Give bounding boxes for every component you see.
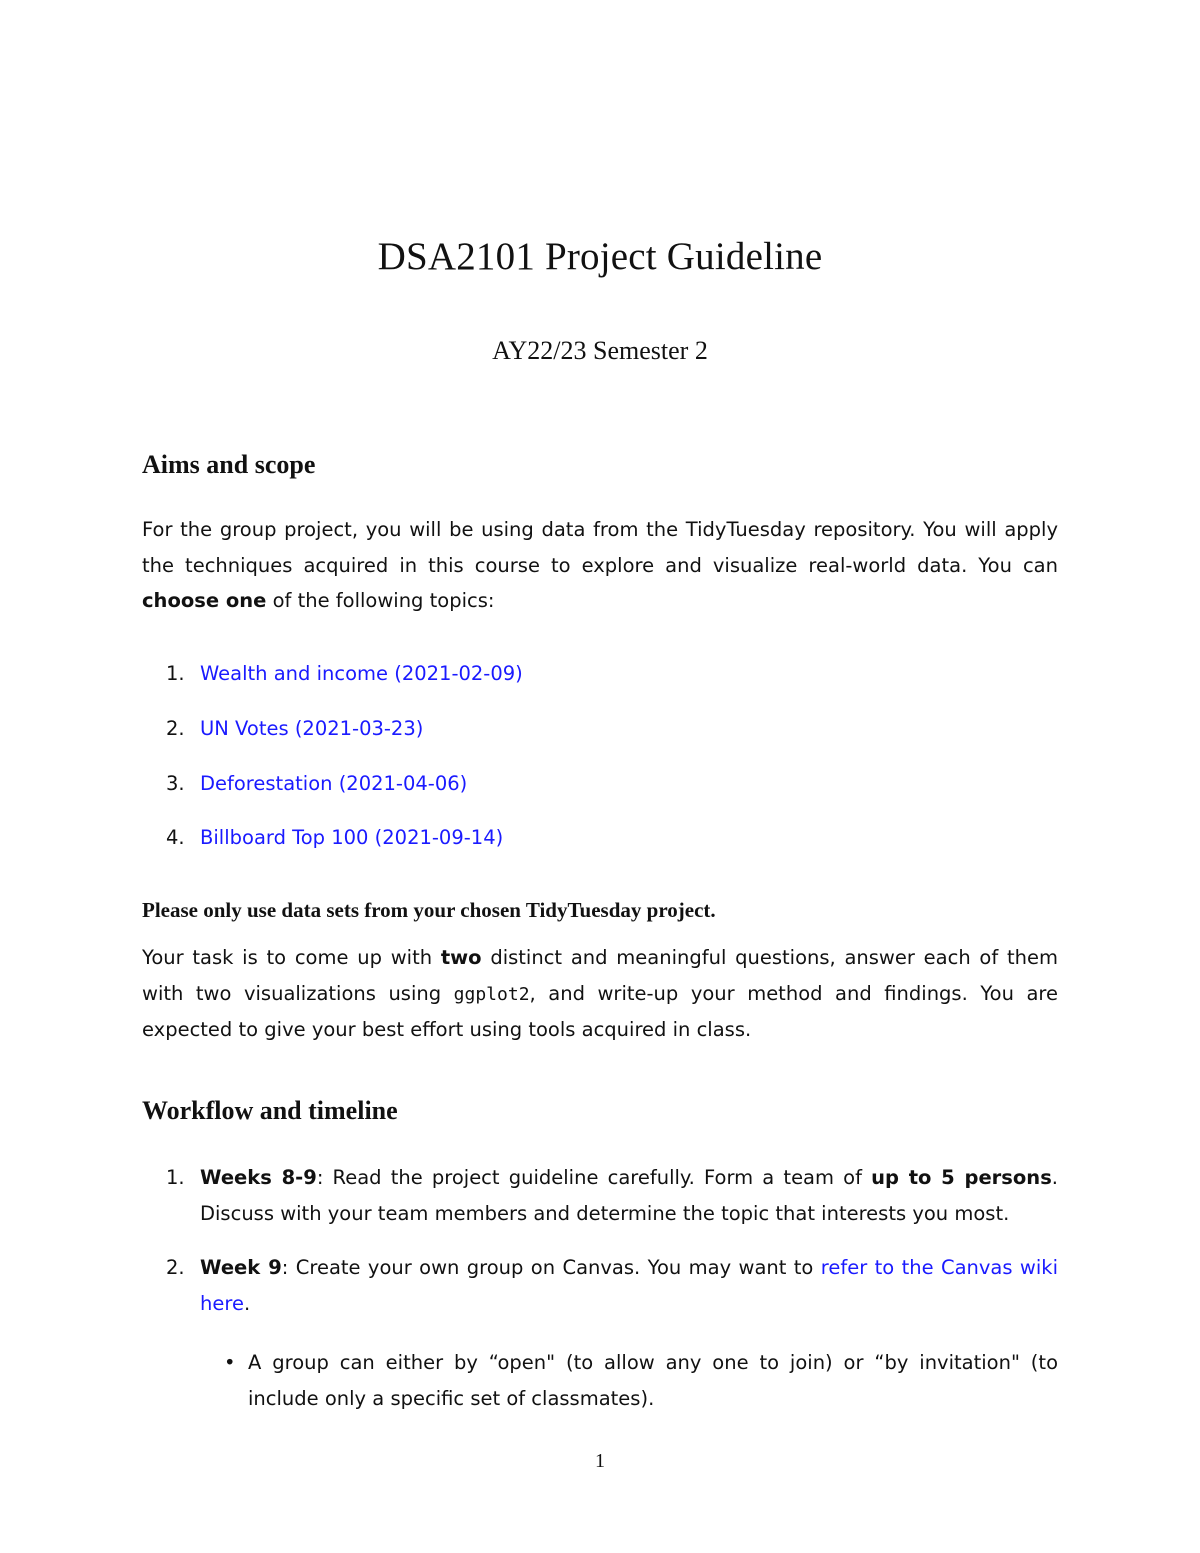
aims-intro-text-2: of the following topics: (266, 589, 495, 612)
task-text-1: Your task is to come up with (142, 946, 441, 969)
topic-number: 4. (166, 826, 185, 849)
task-text-3: , and write-up your method and findings. You are expected to give your best effort using tools acquired in class. (142, 981, 1058, 1041)
aims-intro-paragraph (142, 512, 1058, 619)
document-title: DSA2101 Project Guideline (377, 235, 823, 278)
bullet-icon: • (224, 1351, 236, 1374)
topic-item-2 (166, 711, 1058, 747)
workflow-number: 2. (166, 1256, 185, 1279)
task-text-2: distinct and meaningful questions, answer each of them with two visualizations using (142, 946, 1058, 1005)
workflow-text: . Discuss with your team members and determine the topic that interests you most. (200, 1166, 1058, 1225)
section-heading-aims: Aims and scope (142, 450, 316, 479)
task-code-ggplot2: ggplot2 (453, 983, 530, 1005)
workflow-item-2 (166, 1250, 1058, 1321)
workflow-bullet-item (224, 1345, 1058, 1416)
topic-item-1 (166, 656, 1058, 692)
workflow-text: . (243, 1291, 251, 1315)
topic-number: 1. (166, 662, 185, 685)
topic-link-billboard[interactable]: Billboard Top 100 (2021-09-14) (200, 826, 504, 849)
workflow-number: 1. (166, 1166, 185, 1189)
topic-number: 2. (166, 717, 185, 740)
bullet-text: A group can either by “open" (to allow any one to join) or “by invitation" (to include only a specific set of classmates). (248, 1351, 1058, 1410)
aims-intro-bold: choose one (142, 589, 267, 612)
data-usage-note: Please only use data sets from your chosen TidyTuesday project. (142, 898, 716, 922)
canvas-wiki-link[interactable]: refer to the Canvas wiki here (200, 1256, 1058, 1315)
workflow-item-1 (166, 1160, 1058, 1231)
topic-item-3 (166, 766, 1058, 802)
workflow-week-label: Weeks 8-9 (200, 1166, 317, 1189)
workflow-team-size: up to 5 persons (871, 1166, 1052, 1189)
workflow-text: : Read the project guideline carefully. Form a team of (316, 1166, 872, 1189)
topic-link-un-votes[interactable]: UN Votes (2021-03-23) (200, 717, 424, 740)
aims-intro-text-1: For the group project, you will be using data from the TidyTuesday repository. You will apply the techniques acquired in this course to explore and visualize real-world data. You can (142, 518, 1058, 577)
document-subtitle: AY22/23 Semester 2 (492, 336, 708, 365)
topic-item-4 (166, 820, 1058, 856)
workflow-text: : Create your own group on Canvas. You may want to (281, 1256, 821, 1279)
topic-number: 3. (166, 772, 185, 795)
workflow-week-label: Week 9 (200, 1256, 282, 1279)
task-bold: two (440, 946, 482, 969)
task-paragraph (142, 940, 1058, 1048)
topic-link-wealth-income[interactable]: Wealth and income (2021-02-09) (200, 662, 523, 685)
section-heading-workflow: Workflow and timeline (142, 1096, 398, 1125)
page-number: 1 (595, 1450, 605, 1472)
topic-link-deforestation[interactable]: Deforestation (2021-04-06) (200, 772, 468, 795)
